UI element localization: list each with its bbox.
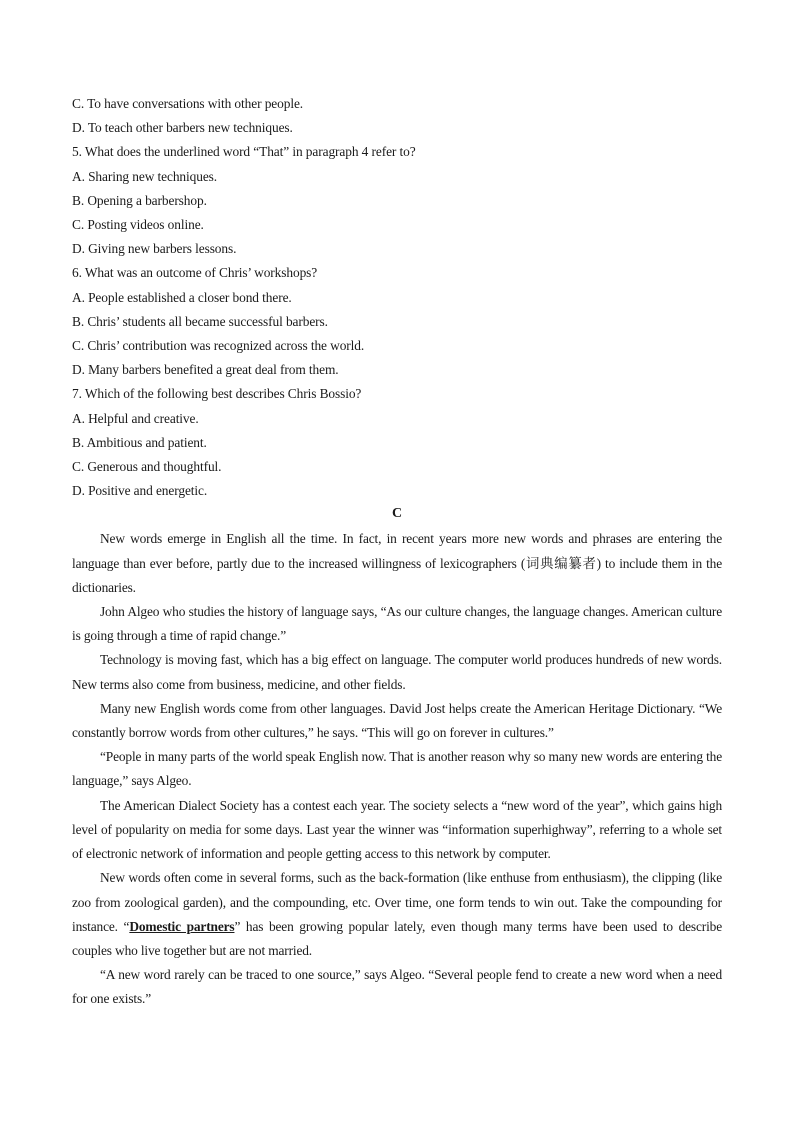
question-line: B. Opening a barbershop. (72, 192, 207, 208)
question-line: A. Helpful and creative. (72, 410, 199, 426)
question-line: C. To have conversations with other people. (72, 96, 304, 111)
paragraph-text: ” has been growing popular lately, even though many terms have been used to describe couples who live together but are not married. (72, 918, 722, 958)
passage-paragraph: Many new English words come from other languages. David Jost helps create the American Heritage Dictionary. “We constantly borrow words from other cultures,” he says. “This will go on forever in cultures.” (72, 700, 722, 741)
paragraph-text: New words often come in several forms, such as the back-formation (like enthuse from enthusiasm), the clipping (like zoo from zoological garden), and the compounding, etc. Over time, one form tends to win out. Take the compounding for instance. “ (72, 870, 722, 934)
passage-paragraph: New words emerge in English all the time. In fact, in recent years more new words and phrases are entering the language than ever before, partly due to the increased willingness of lexicographers (词典编纂者) to include them in the dictionaries. (72, 531, 722, 595)
underlined-phrase: Domestic partners (129, 918, 235, 934)
passage-paragraph: “A new word rarely can be traced to one source,” says Algeo. “Several people fend to create a new word when a need for one exists.” (72, 967, 722, 1007)
question-line: 7. Which of the following best describes Chris Bossio? (72, 386, 362, 402)
passage (72, 527, 722, 1011)
document-page (72, 92, 722, 1012)
question-list (72, 92, 722, 503)
question-line: C. Chris’ contribution was recognized across the world. (72, 338, 365, 354)
passage-paragraph (72, 866, 722, 963)
question-line: C. Generous and thoughtful. (72, 459, 222, 475)
passage-paragraph: Technology is moving fast, which has a big effect on language. The computer world produces hundreds of new words. New terms also come from business, medicine, and other fields. (72, 652, 722, 692)
question-line: D. To teach other barbers new techniques. (72, 120, 293, 136)
question-line: D. Many barbers benefited a great deal from them. (72, 362, 339, 378)
passage-paragraph: The American Dialect Society has a contest each year. The society selects a “new word of the year”, which gains high level of popularity on media for some days. Last year the winner was “information superhighway”, referring to a whole set of electronic network of information and people getting access to this network by computer. (72, 797, 722, 862)
passage-paragraph: “People in many parts of the world speak English now. That is another reason why so many new words are entering the language,” says Algeo. (72, 749, 722, 789)
question-line: 5. What does the underlined word “That” in paragraph 4 refer to? (72, 144, 416, 160)
question-line: C. Posting videos online. (72, 217, 204, 233)
passage-paragraph: John Algeo who studies the history of language says, “As our culture changes, the language changes. American culture is going through a time of rapid change.” (72, 604, 722, 644)
question-line: 6. What was an outcome of Chris’ workshops? (72, 265, 318, 281)
section-heading: C (391, 506, 403, 522)
question-line: D. Positive and energetic. (72, 483, 208, 499)
question-line: B. Ambitious and patient. (72, 434, 207, 450)
question-line: D. Giving new barbers lessons. (72, 241, 237, 257)
question-line: A. Sharing new techniques. (72, 168, 218, 184)
question-line: B. Chris’ students all became successful barbers. (72, 313, 328, 329)
question-line: A. People established a closer bond there. (72, 289, 292, 305)
